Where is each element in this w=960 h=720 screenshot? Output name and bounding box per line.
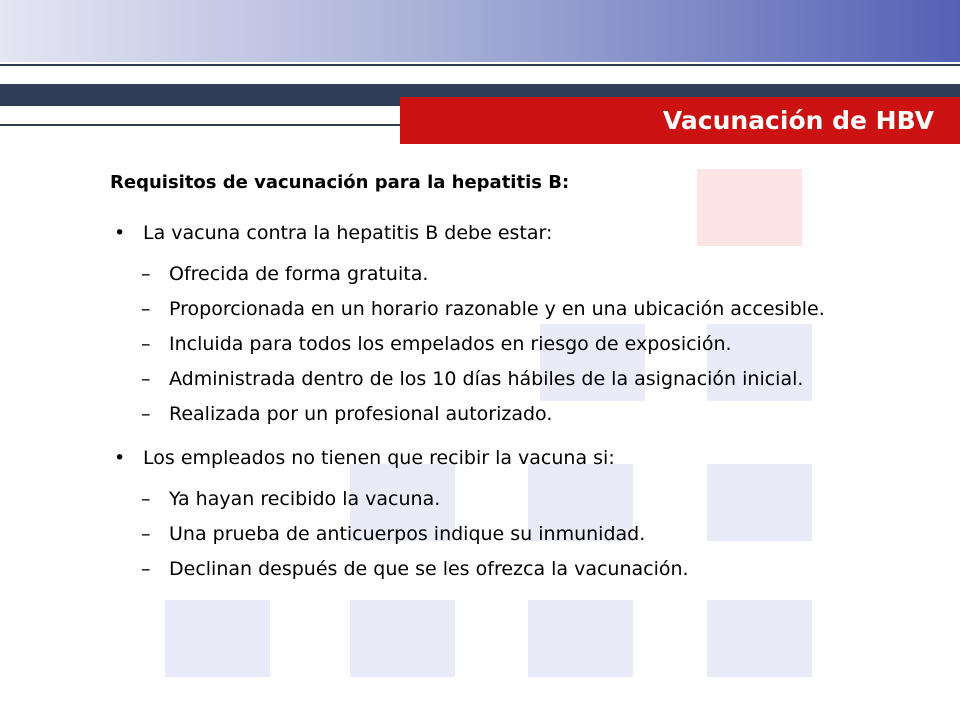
sub-item [110,297,830,322]
header-line [0,64,960,66]
sub-item [110,367,830,392]
content-heading: Requisitos de vacunación para la hepatitis B: [110,172,570,193]
sub-item [110,557,830,582]
dash-mark: – [141,368,151,390]
sub-text: Ya hayan recibido la vacuna. [169,488,441,510]
dash-mark: – [141,558,151,580]
sub-text: Declinan después de que se les ofrezca la vacunación. [169,558,689,580]
deco-square [707,600,812,677]
deco-square [165,600,270,677]
sub-text: Proporcionada en un horario razonable y en una ubicación accesible. [169,298,825,320]
section-gap [110,437,830,447]
sub-item [110,332,830,357]
dash-mark: – [141,298,151,320]
sub-item [110,402,830,427]
title-bar [400,97,960,144]
deco-square [350,600,455,677]
sub-text: Realizada por un profesional autorizado. [169,403,553,425]
sub-text: Administrada dentro de los 10 días hábiles de la asignación inicial. [169,368,804,390]
dash-mark: – [141,523,151,545]
sub-item [110,262,830,287]
dash-mark: – [141,488,151,510]
bullet-mark: • [114,222,126,244]
slide-title: Vacunación de HBV [662,106,934,135]
sub-item [110,522,830,547]
dash-mark: – [141,333,151,355]
bullet-item [110,222,830,244]
deco-square [528,600,633,677]
dash-mark: – [141,403,151,425]
header-lower-line [0,124,400,126]
bullet-text: Los empleados no tienen que recibir la vacuna si: [143,447,615,469]
sub-text: Ofrecida de forma gratuita. [169,263,429,285]
sub-text: Una prueba de anticuerpos indique su inmunidad. [169,523,646,545]
header-gradient [0,0,960,62]
bullet-text: La vacuna contra la hepatitis B debe estar: [143,222,553,244]
sub-text: Incluida para todos los empelados en riesgo de exposición. [169,333,732,355]
dash-mark: – [141,263,151,285]
bullet-item [110,447,830,469]
bullet-mark: • [114,447,126,469]
sub-item [110,487,830,512]
slide-content [110,172,830,592]
